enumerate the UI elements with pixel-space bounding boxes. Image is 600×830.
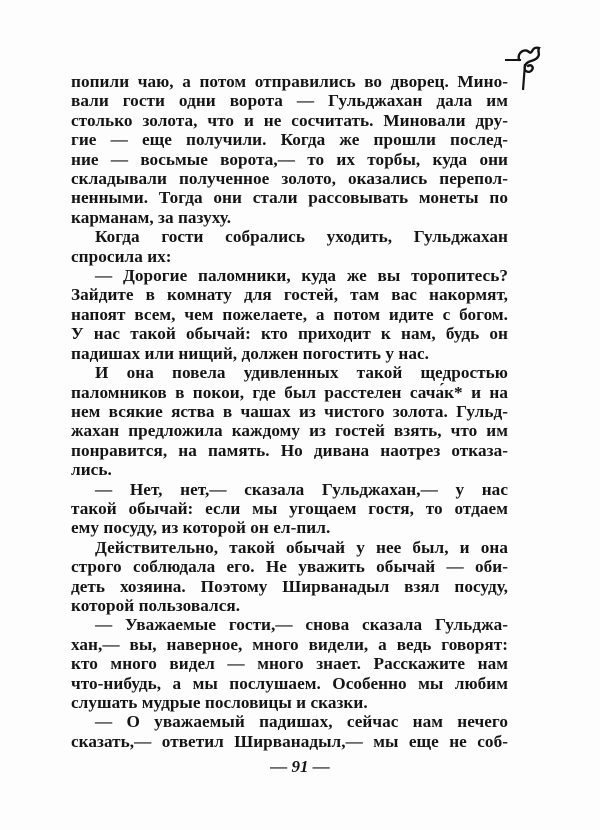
text-line: У нас такой обычай: кто приходит к нам, будь он xyxy=(71,324,508,344)
swirl-ornament-icon xyxy=(503,44,543,94)
text-line: паломников в покои, где был расстелен сача́к* и на xyxy=(71,382,508,402)
text-line: что-нибудь, а мы послушаем. Особенно мы любим xyxy=(71,673,508,693)
text-line: деть хозяина. Поэтому Ширванадыл взял посуду, xyxy=(71,576,508,596)
text-line: хан,— вы, наверное, много видели, а ведь говорят: xyxy=(71,634,508,654)
body-text xyxy=(71,72,508,751)
text-line: которой пользовался. xyxy=(71,595,241,615)
text-line: падишах или нищий, должен погостить у нас. xyxy=(71,343,430,363)
text-line: строго соблюдала его. Не уважить обычай — оби- xyxy=(71,557,508,577)
text-line: — Дорогие паломники, куда же вы торопитесь? xyxy=(95,266,508,286)
text-line: гие — еще получили. Когда же прошли послед- xyxy=(71,130,508,150)
text-line: И она повела удивленных такой щедростью xyxy=(95,363,508,383)
text-line: нем всякие яства в чашах из чистого золота. Гульд- xyxy=(71,401,508,421)
text-line: ние — восьмые ворота,— то их торбы, куда они xyxy=(71,149,508,169)
text-line: — О уважаемый падишах, сейчас нам нечего xyxy=(95,712,508,732)
text-line: жахан предложила каждому из гостей взять, что им xyxy=(71,421,508,441)
text-line: кто много видел — много знает. Расскажите нам xyxy=(71,654,508,674)
text-line: — Нет, нет,— сказала Гульджахан,— у нас xyxy=(95,479,508,499)
text-line: вали гости одни ворота — Гульджахан дала им xyxy=(71,91,508,111)
text-line: ненными. Тогда они стали рассовывать монеты по xyxy=(71,188,508,208)
text-line: слушать мудрые пословицы и сказки. xyxy=(71,693,368,712)
text-line: Зайдите в комнату для гостей, там вас накормят, xyxy=(71,285,508,305)
text-line: Когда гости собрались уходить, Гульджахан xyxy=(95,227,508,247)
text-line: такой обычай: если мы угощаем гостя, то отдаем xyxy=(71,498,508,518)
text-line: напоят всем, чем пожелаете, а потом идите с богом. xyxy=(71,304,508,324)
text-line: спросила их: xyxy=(71,246,172,266)
text-line: лись. xyxy=(71,460,112,480)
page-number: — 91 — xyxy=(270,757,330,776)
text-line: попили чаю, а потом отправились во дворец. Мино- xyxy=(71,72,508,91)
text-line: Действительно, такой обычай у нее был, и она xyxy=(95,537,508,557)
text-line: столько золота, что и не сосчитать. Миновали дру- xyxy=(71,110,508,130)
text-line: ему посуду, из которой он ел-пил. xyxy=(71,518,331,538)
text-line: понравится, на память. Но дивана наотрез отказа- xyxy=(71,440,508,460)
text-line: сказать,— ответил Ширванадыл,— мы еще не соб- xyxy=(71,731,508,751)
text-line: складывали полученное золото, оказались перепол- xyxy=(71,169,508,189)
text-line: — Уважаемые гости,— снова сказала Гульджа- xyxy=(95,615,508,635)
text-line: карманам, за пазуху. xyxy=(71,207,232,227)
